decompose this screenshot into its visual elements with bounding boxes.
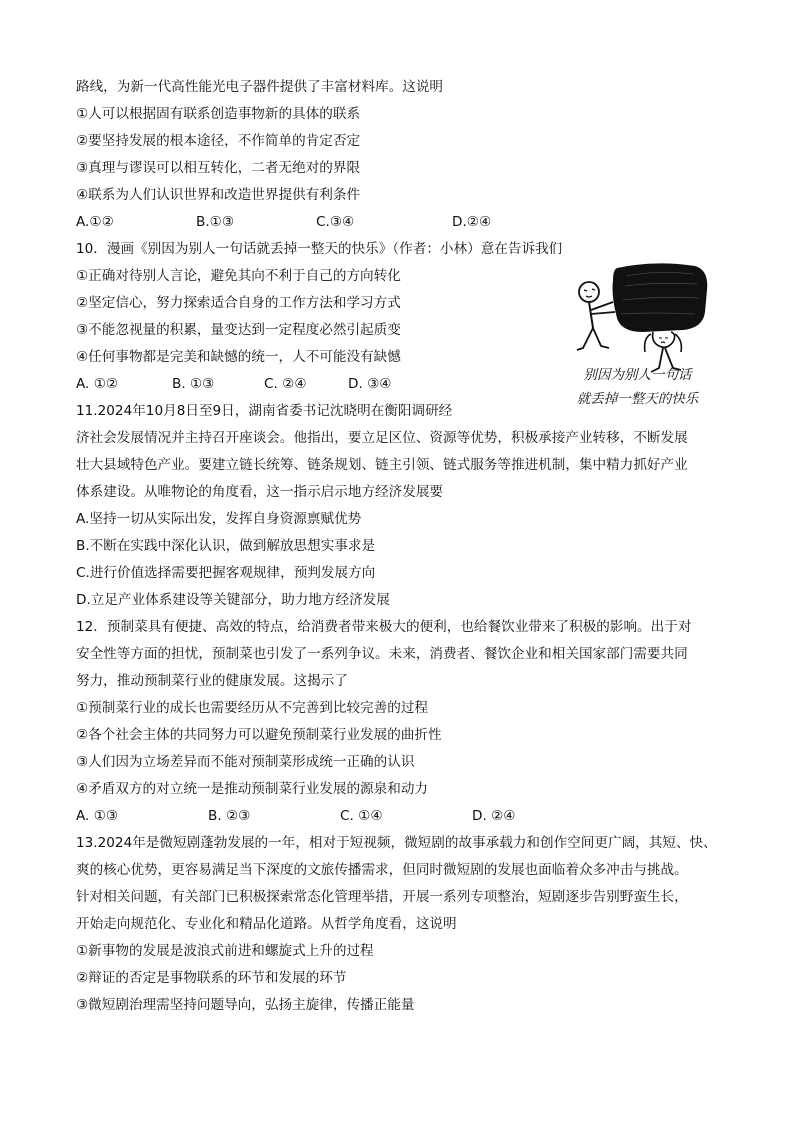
q11-choice-a: A.坚持一切从实际出发，发挥自身资源禀赋优势 [76, 511, 362, 527]
q11-choice-d: D.立足产业体系建设等关键部分，助力地方经济发展 [76, 592, 390, 608]
cartoon-caption-line-2: 就丢掉一整天的快乐 [576, 391, 699, 407]
q9-option-b: B.①③ [196, 214, 235, 230]
q9-option-a: A.①② [76, 214, 114, 230]
q13-item-2: ②辩证的否定是事物联系的环节和发展的环节 [76, 970, 347, 986]
left-figure-body [589, 302, 593, 328]
q11-choice-c: C.进行价值选择需要把握客观规律，预判发展方向 [76, 565, 376, 581]
q12-option-a: A. ①③ [76, 808, 119, 824]
left-figure-head [579, 282, 599, 302]
q11-stem-line-3: 壮大县域特色产业。要建立链长统筹、链条规划、链主引领、链式服务等推进机制，集中精力抓好产业 [76, 457, 688, 473]
q12-item-4: ④矛盾双方的对立统一是推动预制菜行业发展的源泉和动力 [76, 781, 429, 797]
q11-choice-b: B.不断在实践中深化认识，做到解放思想实事求是 [76, 538, 376, 554]
q13-item-3: ③微短剧治理需坚持问题导向，弘扬主旋律，传播正能量 [76, 997, 415, 1013]
q12-stem-line-3: 努力，推动预制菜行业的健康发展。这揭示了 [76, 673, 348, 689]
cartoon-caption-line-1: 别因为别人一句话 [583, 367, 692, 383]
left-figure-legs [577, 328, 609, 350]
q10-option-b: B. ①③ [172, 376, 215, 392]
q9-item-3: ③真理与谬误可以相互转化，二者无绝对的界限 [76, 160, 361, 176]
q13-stem-line-1: 13.2024年是微短剧蓬勃发展的一年，相对于短视频，微短剧的故事承载力和创作空间更广阔，其短、快、 [76, 835, 717, 851]
q12-item-3: ③人们因为立场差异而不能对预制菜形成统一正确的认识 [76, 754, 415, 770]
q12-item-1: ①预制菜行业的成长也需要经历从不完善到比较完善的过程 [76, 700, 429, 716]
q10-stem: 10．漫画《别因为别人一句话就丢掉一整天的快乐》（作者：小林）意在告诉我们 [76, 241, 563, 257]
q13-stem-line-3: 针对相关问题，有关部门已积极探索常态化管理举措，开展一系列专项整治，短剧逐步告别野蛮生长， [76, 889, 688, 905]
q10-item-1: ①正确对待别人言论，避免其向不利于自己的方向转化 [76, 268, 401, 284]
q12-option-b: B. ②③ [208, 808, 251, 824]
q10-item-2: ②坚定信心，努力探索适合自身的工作方法和学习方式 [76, 295, 401, 311]
q10-item-4: ④任何事物都是完美和缺憾的统一，人不可能没有缺憾 [76, 349, 401, 365]
q11-stem-line-2: 济社会发展情况并主持召开座谈会。他指出，要立足区位、资源等优势，积极承接产业转移，不断发展 [76, 430, 688, 446]
q9-option-c: C.③④ [316, 214, 355, 230]
q9-option-d: D.②④ [452, 214, 492, 230]
left-figure-arms [591, 302, 615, 314]
q13-stem-line-2: 爽的核心优势，更容易满足当下深度的文旅传播需求，但同时微短剧的发展也面临着众多冲击与挑战。 [76, 862, 688, 878]
q12-option-d: D. ②④ [472, 808, 516, 824]
q12-option-c: C. ①④ [340, 808, 383, 824]
q10-option-d: D. ③④ [348, 376, 392, 392]
q12-stem-line-2: 安全性等方面的担忧，预制菜也引发了一系列争议。未来，消费者、餐饮企业和相关国家部门需要共同 [76, 646, 688, 662]
right-figure-head [653, 332, 675, 347]
q11-stem-line-1: 11.2024年10月8日至9日，湖南省委书记沈晓明在衡阳调研经 [76, 403, 453, 419]
q13-item-1: ①新事物的发展是波浪式前进和螺旋式上升的过程 [76, 943, 374, 959]
q9-item-2: ②要坚持发展的根本途径，不作简单的肯定否定 [76, 133, 361, 149]
q12-item-2: ②各个社会主体的共同努力可以避免预制菜行业发展的曲折性 [76, 727, 442, 743]
q10-item-3: ③不能忽视量的积累，量变达到一定程度必然引起质变 [76, 322, 401, 338]
q9-item-4: ④联系为人们认识世界和改造世界提供有利条件 [76, 187, 361, 203]
q11-stem-line-4: 体系建设。从唯物论的角度看，这一指示启示地方经济发展要 [76, 484, 444, 500]
q10-option-c: C. ②④ [264, 376, 307, 392]
q12-stem-line-1: 12．预制菜具有便捷、高效的特点，给消费者带来极大的便利，也给餐饮业带来了积极的影响。出于对 [76, 619, 692, 635]
q10-option-a: A. ①② [76, 376, 119, 392]
q9-item-1: ①人可以根据固有联系创造事物新的具体的联系 [76, 106, 361, 122]
q13-stem-line-4: 开始走向规范化、专业化和精品化道路。从哲学角度看，这说明 [76, 916, 457, 932]
q9-stem-continuation: 路线，为新一代高性能光电子器件提供了丰富材料库。这说明 [76, 79, 444, 95]
